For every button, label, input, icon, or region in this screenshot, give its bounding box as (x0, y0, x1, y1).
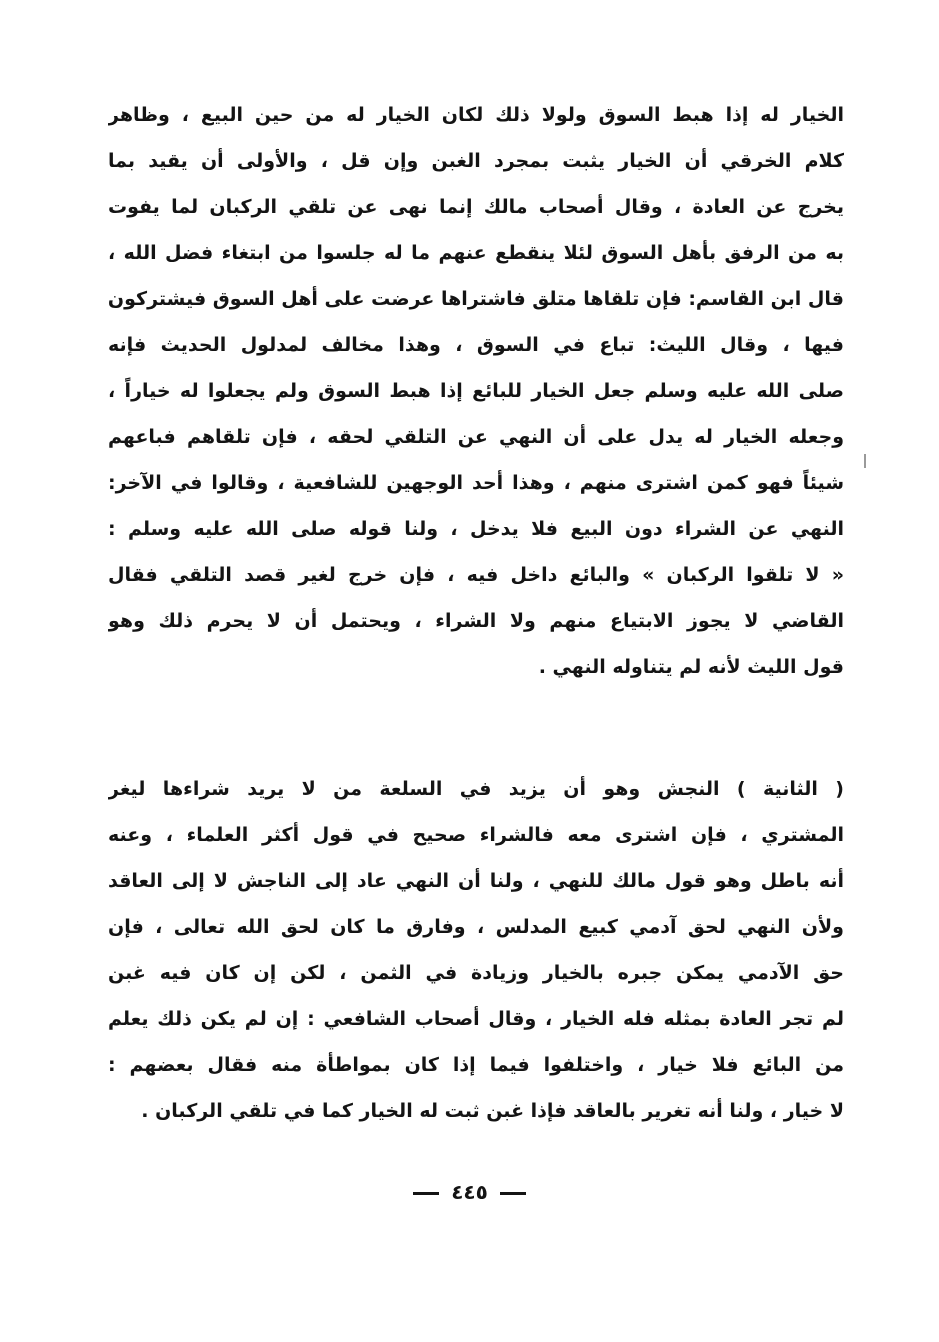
page-number-dash (500, 1192, 526, 1195)
text-line: به من الرفق بأهل السوق لئلا ينقطع عنهم ما له جلسوا من ابتغاء فضل الله ، (108, 242, 844, 264)
text-line: لم تجر العادة بمثله فله الخيار ، وقال أصحاب الشافعي : إن لم يكن ذلك يعلم (108, 1008, 844, 1030)
text-line: القاضي لا يجوز الابتياع منهم ولا الشراء ، ويحتمل أن لا يحرم ذلك وهو (108, 610, 844, 632)
text-line: صلى الله عليه وسلم جعل الخيار للبائع إذا هبط السوق ولم يجعلوا له خياراً ، (108, 380, 844, 402)
text-line: وجعله الخيار له يدل على أن النهي عن التلقي لحقه ، فإن تلقاهم فباعهم (108, 426, 844, 448)
text-line: كلام الخرقي أن الخيار يثبت بمجرد الغبن وإن قل ، والأولى أن يقيد بما (108, 150, 844, 172)
text-line: فيها ، وقال الليث: تباع في السوق ، وهذا مخالف لمدلول الحديث فإنه (108, 334, 844, 356)
text-line: أنه باطل وهو قول مالك للنهي ، ولنا أن النهي عاد إلى الناجش لا إلى العاقد (108, 870, 844, 892)
page-number-dash (413, 1192, 439, 1195)
text-line: شيئاً فهو كمن اشترى منهم ، وهذا أحد الوجهين للشافعية ، وقالوا في الآخر: (108, 472, 844, 494)
text-line: قال ابن القاسم: فإن تلقاها متلق فاشتراها عرضت على أهل السوق فيشتركون (108, 288, 844, 310)
text-line: لا خيار ، ولنا أنه تغرير بالعاقد فإذا غبن ثبت له الخيار كما في تلقي الركبان . (141, 1100, 844, 1122)
text-line: من البائع فلا خيار ، واختلفوا فيما إذا كان بمواطأة منه فقال بعضهم : (108, 1054, 844, 1076)
margin-mark (864, 454, 866, 468)
text-line: ( الثانية ) النجش وهو أن يزيد في السلعة من لا يريد شراءها ليغر (108, 778, 844, 800)
text-line: ولأن النهي لحق آدمي كبيع المدلس ، وفارق ما كان لحق الله تعالى ، فإن (108, 916, 844, 938)
text-line: يخرج عن العادة ، وقال أصحاب مالك إنما نهى عن تلقي الركبان لما يفوت (108, 196, 844, 218)
page-number (0, 1178, 939, 1206)
page-number-value: ٤٤٥ (451, 1180, 488, 1204)
text-line: الخيار له إذا هبط السوق ولولا ذلك لكان الخيار له من حين البيع ، وظاهر (108, 104, 844, 126)
paragraph-2 (108, 766, 844, 1134)
paragraph-1 (108, 92, 844, 690)
text-line: قول الليث لأنه لم يتناوله النهي . (538, 656, 844, 678)
text-line: النهي عن الشراء دون البيع فلا يدخل ، ولنا قوله صلى الله عليه وسلم : (108, 518, 844, 540)
text-line: « لا تلقوا الركبان » والبائع داخل فيه ، فإن خرج لغير قصد التلقي فقال (108, 564, 844, 586)
text-line: حق الآدمي يمكن جبره بالخيار وزيادة في الثمن ، لكن إن كان فيه غبن (108, 962, 844, 984)
text-line: المشتري ، فإن اشترى معه فالشراء صحيح في قول أكثر العلماء ، وعنه (108, 824, 844, 846)
